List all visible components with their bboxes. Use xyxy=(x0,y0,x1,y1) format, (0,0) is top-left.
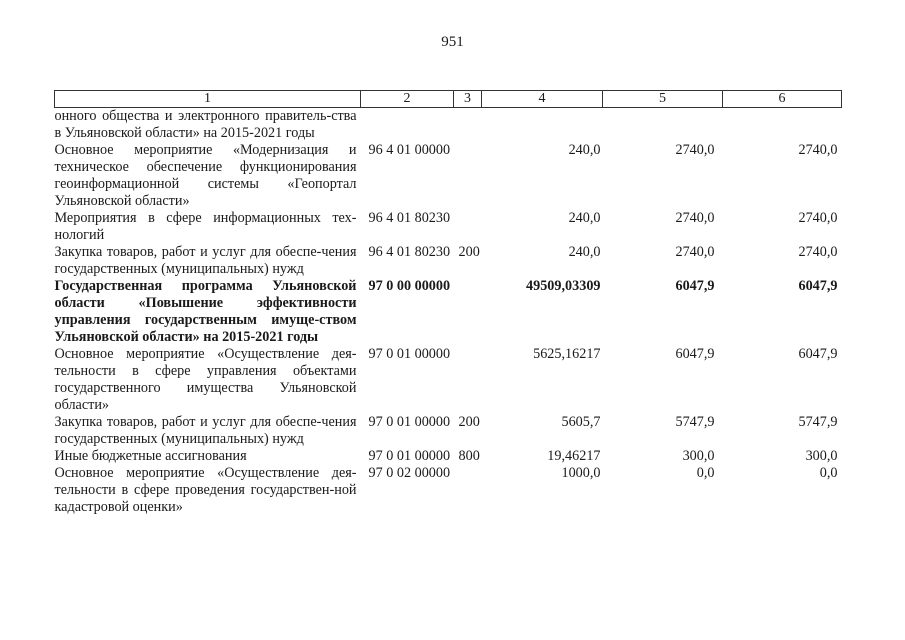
row-value-col-6: 300,0 xyxy=(805,448,838,464)
row-expense-type: 800 xyxy=(458,448,480,464)
row-value-col-5: 300,0 xyxy=(682,448,715,464)
table-body xyxy=(55,108,842,517)
row-code: 96 4 01 80230 xyxy=(368,210,451,226)
page-number: 951 xyxy=(441,34,464,50)
budget-table xyxy=(54,90,842,516)
row-value-col-5: 5747,9 xyxy=(675,414,715,430)
row-name: Закупка товаров, работ и услуг для обеспе-чения государственных (муниципальных) нужд xyxy=(54,414,357,447)
row-code: 97 0 01 00000 xyxy=(368,346,451,362)
row-name: Основное мероприятие «Модернизация и техническое обеспечение функционирования геоинформационной системы «Геопортал Ульяновской области» xyxy=(54,142,357,209)
row-value-col-5: 0,0 xyxy=(696,465,715,481)
table-row xyxy=(55,346,842,414)
row-name: Иные бюджетные ассигнования xyxy=(54,448,247,464)
row-value-col-6: 2740,0 xyxy=(798,210,838,226)
row-code xyxy=(361,108,454,143)
row-name: Государственная программа Ульяновской области «Повышение эффективности управления государственным имуще-ством Ульяновской области» на 2015-2021 годы xyxy=(54,278,357,345)
row-value-col-6: 6047,9 xyxy=(798,346,838,362)
row-code: 97 0 00 00000 xyxy=(368,278,451,294)
header-row xyxy=(55,91,842,108)
header-col-6: 6 xyxy=(723,91,842,108)
row-value-col-5: 2740,0 xyxy=(675,244,715,260)
table-row xyxy=(55,278,842,346)
row-name: Закупка товаров, работ и услуг для обеспе-чения государственных (муниципальных) нужд xyxy=(54,244,357,277)
row-code: 97 0 01 00000 xyxy=(368,448,451,464)
row-value-col-6: 2740,0 xyxy=(798,244,838,260)
row-value-col-5: 6047,9 xyxy=(675,346,715,362)
row-value-col-5 xyxy=(603,108,723,143)
header-col-1: 1 xyxy=(55,91,361,108)
row-name: Основное мероприятие «Осуществление дея-тельности в сфере управления объектами государственного имущества Ульяновской области» xyxy=(54,346,357,413)
row-value-col-6: 5747,9 xyxy=(798,414,838,430)
row-value-col-4: 240,0 xyxy=(568,244,601,260)
row-value-col-5: 2740,0 xyxy=(675,142,715,158)
row-value-col-6: 0,0 xyxy=(819,465,838,481)
table-row xyxy=(55,108,842,143)
row-expense-type xyxy=(454,108,482,143)
row-code: 97 0 02 00000 xyxy=(368,465,451,481)
row-value-col-4: 240,0 xyxy=(568,210,601,226)
row-name: Основное мероприятие «Осуществление дея-тельности в сфере проведения государствен-ной кадастровой оценки» xyxy=(54,465,357,515)
row-value-col-4: 19,46217 xyxy=(547,448,601,464)
budget-sheet xyxy=(54,90,841,516)
header-col-5: 5 xyxy=(603,91,723,108)
table-row xyxy=(55,414,842,448)
row-code: 97 0 01 00000 xyxy=(368,414,451,430)
table-row xyxy=(55,244,842,278)
header-col-2: 2 xyxy=(361,91,454,108)
row-value-col-4: 5625,16217 xyxy=(533,346,601,362)
row-expense-type xyxy=(454,142,482,210)
row-name: онного общества и электронного правитель-ства в Ульяновской области» на 2015-2021 годы xyxy=(54,108,357,141)
row-value-col-6: 2740,0 xyxy=(798,142,838,158)
row-value-col-6 xyxy=(723,108,842,143)
row-value-col-4: 240,0 xyxy=(568,142,601,158)
row-value-col-5: 6047,9 xyxy=(675,278,715,294)
row-code: 96 4 01 00000 xyxy=(368,142,451,158)
row-expense-type: 200 xyxy=(458,414,480,430)
row-expense-type xyxy=(454,346,482,414)
row-name: Мероприятия в сфере информационных тех-нологий xyxy=(54,210,357,243)
header-col-3: 3 xyxy=(454,91,482,108)
row-value-col-4: 1000,0 xyxy=(561,465,601,481)
row-value-col-4: 5605,7 xyxy=(561,414,601,430)
header-col-4: 4 xyxy=(482,91,603,108)
table-row xyxy=(55,448,842,465)
row-value-col-6: 6047,9 xyxy=(798,278,838,294)
row-value-col-4 xyxy=(482,108,603,143)
row-value-col-4: 49509,03309 xyxy=(526,278,601,294)
row-expense-type: 200 xyxy=(458,244,480,260)
row-expense-type xyxy=(454,210,482,244)
table-row xyxy=(55,465,842,516)
table-row xyxy=(55,210,842,244)
row-expense-type xyxy=(454,465,482,516)
table-row xyxy=(55,142,842,210)
row-value-col-5: 2740,0 xyxy=(675,210,715,226)
row-expense-type xyxy=(454,278,482,346)
row-code: 96 4 01 80230 xyxy=(368,244,451,260)
